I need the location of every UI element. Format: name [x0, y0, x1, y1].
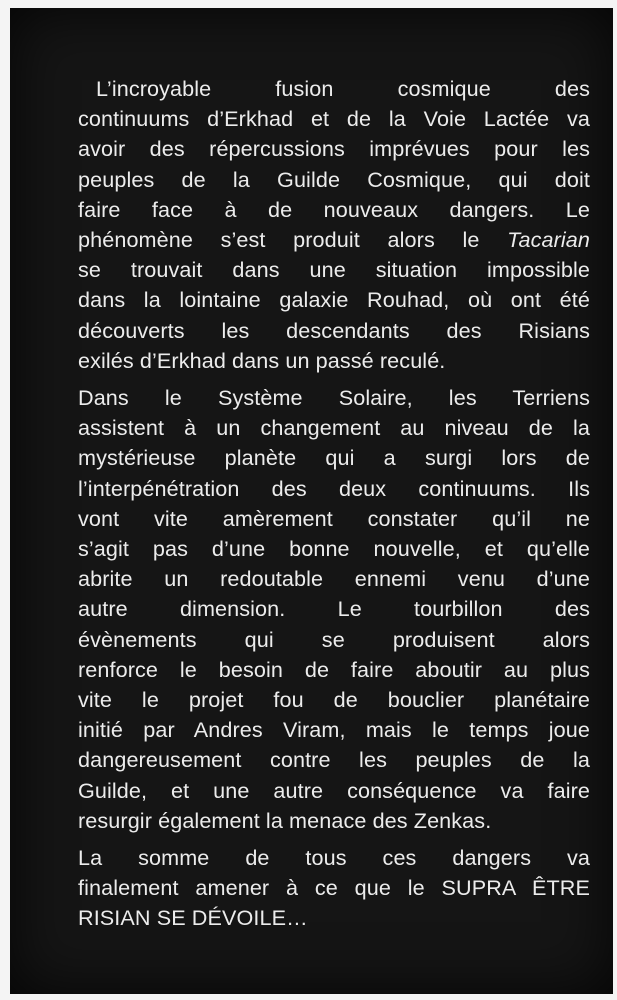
blurb-text: [78, 74, 590, 941]
paragraph-1: [78, 74, 590, 376]
text-line: se trouvait dans une situation impossible: [78, 257, 590, 283]
text-line: renforce le besoin de faire aboutir au plus: [78, 656, 590, 682]
text-line: La somme de tous ces dangers va: [78, 845, 590, 871]
text-line: dangereusement contre les peuples de la: [78, 747, 590, 773]
text-line: phénomène s’est produit alors le: [78, 227, 480, 253]
text-line: avoir des répercussions imprévues pour les: [78, 136, 590, 162]
paragraph-3: [78, 843, 590, 934]
text-line: abrite un redoutable ennemi venu d’une: [78, 566, 590, 592]
text-line: L’incroyable fusion cosmique des: [96, 76, 590, 101]
text-line: mystérieuse planète qui a surgi lors de: [78, 445, 590, 471]
text-line: peuples de la Guilde Cosmique, qui doit: [78, 166, 590, 192]
text-line: continuums d’Erkhad et de la Voie Lactée va: [78, 106, 590, 132]
text-line: resurgir également la menace des Zenkas.: [78, 807, 492, 833]
text-line: RISIAN SE DÉVOILE…: [78, 905, 308, 931]
text-line: assistent à un changement au niveau de la: [78, 415, 590, 441]
text-line: évènements qui se produisent alors: [78, 626, 590, 652]
text-line: vite le projet fou de bouclier planétaire: [78, 687, 590, 713]
paragraph-2: [78, 383, 590, 836]
text-line: l’interpénétration des deux continuums. Ils: [78, 475, 590, 501]
text-line: Guilde, et une autre conséquence va faire: [78, 777, 590, 803]
text-line: s’agit pas d’une bonne nouvelle, et qu’elle: [78, 536, 590, 562]
text-line: exilés d’Erkhad dans un passé reculé.: [78, 347, 446, 373]
text-line: initié par Andres Viram, mais le temps joue: [78, 717, 590, 743]
text-line: vont vite amèrement constater qu’il ne: [78, 505, 590, 531]
text-line: faire face à de nouveaux dangers. Le: [78, 196, 590, 222]
text-line: dans la lointaine galaxie Rouhad, où ont été: [78, 287, 590, 313]
text-line: finalement amener à ce que le SUPRA ÊTRE: [78, 875, 590, 901]
ship-name: Tacarian: [507, 227, 590, 253]
back-cover: [10, 8, 613, 994]
text-line: découverts les descendants des Risians: [78, 317, 590, 343]
text-line: Dans le Système Solaire, les Terriens: [78, 385, 590, 411]
text-line: autre dimension. Le tourbillon des: [78, 596, 590, 622]
